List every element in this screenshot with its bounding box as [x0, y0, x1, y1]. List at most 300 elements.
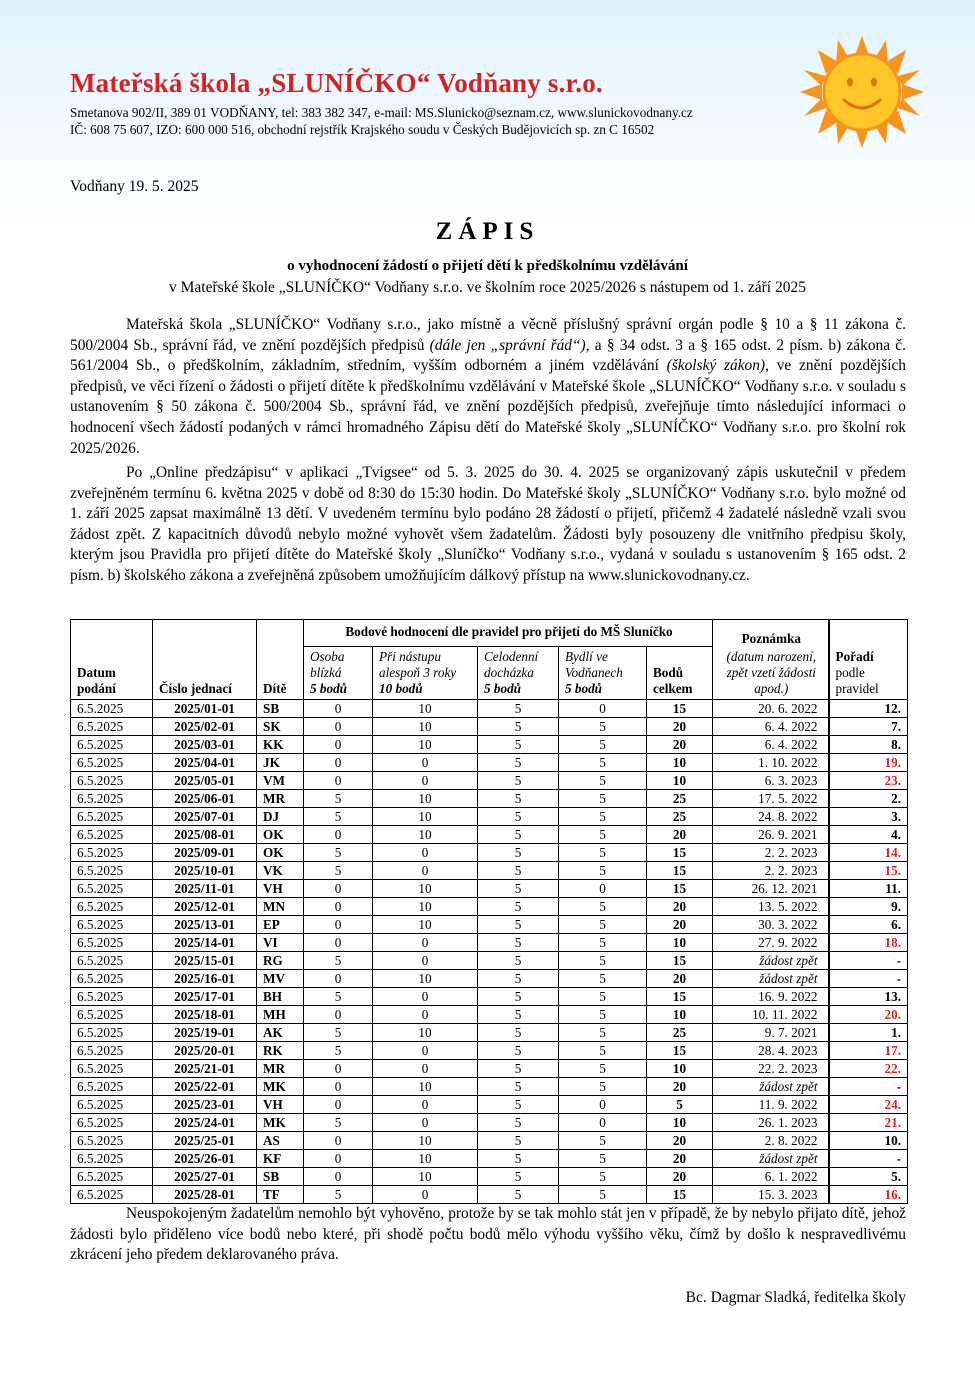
cell-age: 0 [373, 1060, 478, 1078]
cell-rank: - [829, 970, 908, 988]
cell-close-person: 0 [304, 898, 373, 916]
cell-number: 2025/20-01 [153, 1042, 257, 1060]
cell-date: 6.5.2025 [71, 952, 153, 970]
cell-close-person: 5 [304, 844, 373, 862]
table-row [71, 718, 908, 736]
cell-note: 2. 2. 2023 [713, 844, 829, 862]
cell-number: 2025/12-01 [153, 898, 257, 916]
cell-note: 24. 8. 2022 [713, 808, 829, 826]
col-header-number: Číslo jednací [153, 620, 257, 700]
cell-number: 2025/15-01 [153, 952, 257, 970]
cell-child: VH [257, 1096, 304, 1114]
table-row [71, 1114, 908, 1132]
cell-full-day: 5 [478, 844, 559, 862]
cell-note: 1. 10. 2022 [713, 754, 829, 772]
cell-full-day: 5 [478, 1150, 559, 1168]
cell-date: 6.5.2025 [71, 1006, 153, 1024]
cell-total: 20 [647, 1132, 713, 1150]
cell-age: 0 [373, 772, 478, 790]
table-row [71, 1024, 908, 1042]
cell-residence: 5 [559, 790, 647, 808]
cell-rank: 9. [829, 898, 908, 916]
cell-date: 6.5.2025 [71, 1114, 153, 1132]
col-header-points-group: Bodové hodnocení dle pravidel pro přijetí do MŠ Sluníčko [304, 620, 713, 647]
cell-full-day: 5 [478, 1060, 559, 1078]
cell-age: 10 [373, 718, 478, 736]
cell-note: 6. 3. 2023 [713, 772, 829, 790]
col-header-date: Datum podání [71, 620, 153, 700]
cell-close-person: 0 [304, 1132, 373, 1150]
cell-age: 10 [373, 916, 478, 934]
cell-child: OK [257, 844, 304, 862]
cell-date: 6.5.2025 [71, 1060, 153, 1078]
document-title: ZÁPIS [435, 218, 540, 245]
cell-residence: 5 [559, 988, 647, 1006]
cell-number: 2025/03-01 [153, 736, 257, 754]
cell-total: 25 [647, 808, 713, 826]
cell-number: 2025/16-01 [153, 970, 257, 988]
cell-total: 25 [647, 790, 713, 808]
cell-close-person: 0 [304, 1096, 373, 1114]
cell-residence: 5 [559, 718, 647, 736]
cell-rank: 5. [829, 1168, 908, 1186]
cell-close-person: 5 [304, 1186, 373, 1204]
process-paragraph: Po „Online předzápisu“ v aplikaci „Tvigsee“ od 5. 3. 2025 do 30. 4. 2025 se organizovaný zápis uskutečnil v předem zveřejněném termínu 6. května 2025 v době od 8:30 do 15:30 hodin. Do Mateřské školy „SLUNÍČKO“ Vodňany s.r.o. bylo možné od 1. září 2025 zapsat maximálně 13 dětí. V uvedeném termínu bylo podáno 28 žádostí o přijetí, přičemž 4 žadatelé následně vzali svou žádost zpět. Z kapacitních důvodů nebylo možné vyhovět všem žadatelům. Žádosti byly posouzeny dle vnitřního předpisu školy, kterým jsou Pravidla pro přijetí dítěte do Mateřské školy „Sluníčko“ Vodňany s.r.o., vydaná v souladu s ustanovením § 165 odst. 2 písm. b) školského zákona a zveřejněná způsobem umožňujícím dálkový přístup na www.slunickovodnany.cz. [70, 464, 906, 584]
cell-date: 6.5.2025 [71, 862, 153, 880]
cell-close-person: 5 [304, 862, 373, 880]
cell-close-person: 0 [304, 718, 373, 736]
cell-age: 0 [373, 754, 478, 772]
table-row [71, 1006, 908, 1024]
cell-child: MR [257, 1060, 304, 1078]
cell-age: 0 [373, 1096, 478, 1114]
cell-child: VH [257, 880, 304, 898]
cell-total: 5 [647, 1096, 713, 1114]
cell-rank: 12. [829, 700, 908, 718]
signature-line: Bc. Dagmar Sladká, ředitelka školy [685, 1289, 906, 1306]
cell-rank: 20. [829, 1006, 908, 1024]
cell-full-day: 5 [478, 1096, 559, 1114]
cell-residence: 5 [559, 1060, 647, 1078]
cell-total: 10 [647, 1114, 713, 1132]
cell-date: 6.5.2025 [71, 1096, 153, 1114]
cell-total: 20 [647, 718, 713, 736]
cell-note: 10. 11. 2022 [713, 1006, 829, 1024]
table-row [71, 1078, 908, 1096]
cell-note: 22. 2. 2023 [713, 1060, 829, 1078]
cell-number: 2025/22-01 [153, 1078, 257, 1096]
col-header-note: Poznámka (datum narození, zpět vzetí žádosti apod.) [713, 620, 829, 700]
cell-note: 2. 8. 2022 [713, 1132, 829, 1150]
cell-date: 6.5.2025 [71, 916, 153, 934]
cell-residence: 0 [559, 700, 647, 718]
col-header-child: Dítě [257, 620, 304, 700]
table-row [71, 880, 908, 898]
cell-note: 16. 9. 2022 [713, 988, 829, 1006]
cell-child: BH [257, 988, 304, 1006]
cell-close-person: 5 [304, 988, 373, 1006]
cell-close-person: 0 [304, 754, 373, 772]
cell-note: žádost zpět [713, 1078, 829, 1096]
cell-child: VK [257, 862, 304, 880]
cell-total: 10 [647, 1060, 713, 1078]
cell-rank: 15. [829, 862, 908, 880]
cell-total: 20 [647, 898, 713, 916]
cell-total: 10 [647, 772, 713, 790]
cell-child: SB [257, 700, 304, 718]
table-row [71, 844, 908, 862]
cell-residence: 5 [559, 826, 647, 844]
cell-number: 2025/24-01 [153, 1114, 257, 1132]
cell-child: MH [257, 1006, 304, 1024]
cell-note: 2. 2. 2023 [713, 862, 829, 880]
cell-number: 2025/21-01 [153, 1060, 257, 1078]
cell-child: MK [257, 1078, 304, 1096]
cell-number: 2025/25-01 [153, 1132, 257, 1150]
cell-date: 6.5.2025 [71, 1042, 153, 1060]
cell-age: 10 [373, 700, 478, 718]
cell-note: 26. 1. 2023 [713, 1114, 829, 1132]
cell-rank: 6. [829, 916, 908, 934]
table-row [71, 862, 908, 880]
cell-age: 10 [373, 736, 478, 754]
table-row [71, 1150, 908, 1168]
cell-close-person: 0 [304, 1060, 373, 1078]
table-row [71, 916, 908, 934]
school-registration: IČ: 608 75 607, IZO: 600 000 516, obchodní rejstřík Krajského soudu v Českých Budějovicích sp. zn C 16502 [70, 122, 655, 137]
cell-residence: 5 [559, 1078, 647, 1096]
table-row [71, 1186, 908, 1204]
cell-date: 6.5.2025 [71, 736, 153, 754]
cell-full-day: 5 [478, 1186, 559, 1204]
cell-close-person: 0 [304, 1168, 373, 1186]
cell-note: 17. 5. 2022 [713, 790, 829, 808]
table-row [71, 1168, 908, 1186]
cell-residence: 5 [559, 1024, 647, 1042]
cell-child: VM [257, 772, 304, 790]
cell-close-person: 5 [304, 952, 373, 970]
cell-date: 6.5.2025 [71, 1150, 153, 1168]
cell-residence: 5 [559, 808, 647, 826]
cell-rank: 4. [829, 826, 908, 844]
cell-close-person: 0 [304, 916, 373, 934]
cell-total: 15 [647, 1186, 713, 1204]
cell-residence: 5 [559, 1132, 647, 1150]
cell-age: 10 [373, 970, 478, 988]
table-row [71, 898, 908, 916]
cell-full-day: 5 [478, 862, 559, 880]
cell-child: AK [257, 1024, 304, 1042]
cell-age: 0 [373, 1042, 478, 1060]
col-header-close-person: Osoba blízká 5 bodů [304, 647, 373, 700]
table-row [71, 700, 908, 718]
cell-rank: 2. [829, 790, 908, 808]
cell-note: 20. 6. 2022 [713, 700, 829, 718]
cell-date: 6.5.2025 [71, 934, 153, 952]
cell-rank: 13. [829, 988, 908, 1006]
cell-rank: 11. [829, 880, 908, 898]
cell-date: 6.5.2025 [71, 808, 153, 826]
cell-total: 15 [647, 988, 713, 1006]
cell-full-day: 5 [478, 880, 559, 898]
cell-residence: 5 [559, 736, 647, 754]
cell-child: RK [257, 1042, 304, 1060]
cell-full-day: 5 [478, 1168, 559, 1186]
intro-paragraph: Mateřská škola „SLUNÍČKO“ Vodňany s.r.o., jako místně a věcně příslušný správní orgán podle § 10 a § 11 zákona č. 500/2004 Sb., správní řád, ve znění pozdějších předpisů (dále jen „správní řád“), a § 34 odst. 3 a § 165 odst. 2 písm. b) zákona č. 561/2004 Sb., o předškolním, základním, středním, vyšším odborném a jiném vzdělávání (školský zákon), ve znění pozdějších předpisů, ve věci řízení o žádosti o přijetí dítěte k předškolnímu vzdělávání v Mateřské škole „SLUNÍČKO“ Vodňany s.r.o. v souladu s ustanovením § 50 zákona č. 500/2004 Sb., správní řád, ve znění pozdějších předpisů, zveřejňuje tímto následující informaci o hodnocení všech žádostí podaných v rámci hromadného Zápisu dětí do Mateřské školy „SLUNÍČKO“ Vodňany s.r.o. pro školní rok 2025/2026. [70, 316, 906, 457]
cell-residence: 5 [559, 1186, 647, 1204]
cell-number: 2025/26-01 [153, 1150, 257, 1168]
cell-note: 28. 4. 2023 [713, 1042, 829, 1060]
table-row [71, 1060, 908, 1078]
cell-date: 6.5.2025 [71, 1168, 153, 1186]
cell-child: VI [257, 934, 304, 952]
cell-number: 2025/09-01 [153, 844, 257, 862]
cell-full-day: 5 [478, 898, 559, 916]
cell-note: žádost zpět [713, 952, 829, 970]
cell-rank: 18. [829, 934, 908, 952]
cell-total: 25 [647, 1024, 713, 1042]
cell-note: 6. 4. 2022 [713, 736, 829, 754]
cell-close-person: 0 [304, 1078, 373, 1096]
document-subtitle-bold: o vyhodnocení žádostí o přijetí dětí k předškolnímu vzdělávání [287, 258, 688, 274]
cell-rank: - [829, 1078, 908, 1096]
cell-note: 26. 9. 2021 [713, 826, 829, 844]
cell-date: 6.5.2025 [71, 718, 153, 736]
cell-note: 26. 12. 2021 [713, 880, 829, 898]
cell-number: 2025/28-01 [153, 1186, 257, 1204]
cell-note: 9. 7. 2021 [713, 1024, 829, 1042]
col-header-age: Při nástupu alespoň 3 roky 10 bodů [373, 647, 478, 700]
cell-date: 6.5.2025 [71, 1024, 153, 1042]
cell-full-day: 5 [478, 1078, 559, 1096]
cell-residence: 5 [559, 970, 647, 988]
results-table [70, 619, 908, 1204]
cell-full-day: 5 [478, 1024, 559, 1042]
cell-total: 20 [647, 736, 713, 754]
cell-full-day: 5 [478, 790, 559, 808]
table-row [71, 754, 908, 772]
cell-date: 6.5.2025 [71, 826, 153, 844]
cell-child: KF [257, 1150, 304, 1168]
cell-total: 20 [647, 1078, 713, 1096]
smiling-sun-icon [800, 36, 924, 148]
cell-total: 20 [647, 1168, 713, 1186]
cell-residence: 5 [559, 1150, 647, 1168]
col-header-residence: Bydlí ve Vodňanech 5 bodů [559, 647, 647, 700]
cell-number: 2025/08-01 [153, 826, 257, 844]
cell-full-day: 5 [478, 916, 559, 934]
cell-age: 0 [373, 862, 478, 880]
cell-residence: 5 [559, 1006, 647, 1024]
cell-residence: 5 [559, 1042, 647, 1060]
cell-note: 30. 3. 2022 [713, 916, 829, 934]
cell-total: 15 [647, 1042, 713, 1060]
cell-close-person: 0 [304, 1150, 373, 1168]
cell-number: 2025/14-01 [153, 934, 257, 952]
cell-age: 0 [373, 844, 478, 862]
letterhead [70, 68, 790, 138]
cell-close-person: 5 [304, 790, 373, 808]
cell-child: KK [257, 736, 304, 754]
cell-number: 2025/19-01 [153, 1024, 257, 1042]
cell-date: 6.5.2025 [71, 988, 153, 1006]
cell-child: JK [257, 754, 304, 772]
cell-close-person: 0 [304, 736, 373, 754]
cell-number: 2025/13-01 [153, 916, 257, 934]
cell-date: 6.5.2025 [71, 1186, 153, 1204]
col-header-total: Bodů celkem [647, 647, 713, 700]
cell-date: 6.5.2025 [71, 790, 153, 808]
cell-residence: 5 [559, 952, 647, 970]
cell-total: 15 [647, 844, 713, 862]
cell-close-person: 5 [304, 1114, 373, 1132]
cell-number: 2025/11-01 [153, 880, 257, 898]
table-row [71, 736, 908, 754]
cell-residence: 0 [559, 880, 647, 898]
table-row [71, 790, 908, 808]
cell-age: 0 [373, 1114, 478, 1132]
cell-close-person: 0 [304, 700, 373, 718]
cell-rank: 23. [829, 772, 908, 790]
cell-child: MR [257, 790, 304, 808]
table-row [71, 772, 908, 790]
cell-note: 11. 9. 2022 [713, 1096, 829, 1114]
cell-full-day: 5 [478, 700, 559, 718]
cell-close-person: 0 [304, 772, 373, 790]
cell-close-person: 0 [304, 826, 373, 844]
cell-number: 2025/06-01 [153, 790, 257, 808]
cell-close-person: 0 [304, 970, 373, 988]
cell-full-day: 5 [478, 1114, 559, 1132]
table-row [71, 1132, 908, 1150]
cell-child: SK [257, 718, 304, 736]
cell-child: DJ [257, 808, 304, 826]
cell-full-day: 5 [478, 1132, 559, 1150]
cell-rank: 3. [829, 808, 908, 826]
table-row [71, 1096, 908, 1114]
cell-close-person: 5 [304, 808, 373, 826]
cell-note: žádost zpět [713, 1150, 829, 1168]
cell-total: 20 [647, 826, 713, 844]
cell-age: 10 [373, 1078, 478, 1096]
cell-age: 10 [373, 1150, 478, 1168]
cell-date: 6.5.2025 [71, 898, 153, 916]
document-date: Vodňany 19. 5. 2025 [70, 178, 199, 195]
table-row [71, 1042, 908, 1060]
cell-child: RG [257, 952, 304, 970]
cell-residence: 5 [559, 772, 647, 790]
cell-rank: 1. [829, 1024, 908, 1042]
cell-total: 10 [647, 754, 713, 772]
cell-full-day: 5 [478, 988, 559, 1006]
cell-note: 27. 9. 2022 [713, 934, 829, 952]
cell-total: 20 [647, 916, 713, 934]
cell-rank: 24. [829, 1096, 908, 1114]
cell-number: 2025/17-01 [153, 988, 257, 1006]
cell-total: 15 [647, 700, 713, 718]
cell-number: 2025/10-01 [153, 862, 257, 880]
cell-age: 10 [373, 1168, 478, 1186]
cell-age: 0 [373, 988, 478, 1006]
cell-age: 10 [373, 808, 478, 826]
cell-rank: - [829, 1150, 908, 1168]
table-row [71, 970, 908, 988]
cell-rank: - [829, 952, 908, 970]
cell-rank: 19. [829, 754, 908, 772]
cell-residence: 0 [559, 1114, 647, 1132]
cell-full-day: 5 [478, 934, 559, 952]
cell-residence: 5 [559, 844, 647, 862]
table-row [71, 952, 908, 970]
table-row [71, 934, 908, 952]
cell-full-day: 5 [478, 970, 559, 988]
cell-date: 6.5.2025 [71, 1132, 153, 1150]
cell-rank: 7. [829, 718, 908, 736]
cell-date: 6.5.2025 [71, 880, 153, 898]
cell-date: 6.5.2025 [71, 1078, 153, 1096]
cell-age: 10 [373, 826, 478, 844]
cell-note: žádost zpět [713, 970, 829, 988]
cell-age: 10 [373, 1132, 478, 1150]
cell-child: MN [257, 898, 304, 916]
school-name: Mateřská škola „SLUNÍČKO“ Vodňany s.r.o. [70, 68, 603, 98]
cell-child: MK [257, 1114, 304, 1132]
cell-full-day: 5 [478, 826, 559, 844]
cell-number: 2025/27-01 [153, 1168, 257, 1186]
cell-full-day: 5 [478, 952, 559, 970]
cell-date: 6.5.2025 [71, 970, 153, 988]
cell-number: 2025/04-01 [153, 754, 257, 772]
cell-age: 0 [373, 1006, 478, 1024]
cell-close-person: 0 [304, 1006, 373, 1024]
cell-age: 0 [373, 1186, 478, 1204]
cell-child: OK [257, 826, 304, 844]
cell-child: EP [257, 916, 304, 934]
cell-rank: 8. [829, 736, 908, 754]
cell-child: MV [257, 970, 304, 988]
cell-number: 2025/23-01 [153, 1096, 257, 1114]
cell-residence: 5 [559, 1168, 647, 1186]
cell-number: 2025/05-01 [153, 772, 257, 790]
cell-rank: 14. [829, 844, 908, 862]
cell-total: 20 [647, 1150, 713, 1168]
cell-residence: 5 [559, 754, 647, 772]
cell-total: 10 [647, 1006, 713, 1024]
table-row [71, 988, 908, 1006]
cell-age: 0 [373, 934, 478, 952]
cell-residence: 5 [559, 862, 647, 880]
cell-number: 2025/02-01 [153, 718, 257, 736]
cell-close-person: 5 [304, 1024, 373, 1042]
cell-residence: 5 [559, 898, 647, 916]
cell-age: 0 [373, 952, 478, 970]
cell-note: 15. 3. 2023 [713, 1186, 829, 1204]
cell-age: 10 [373, 1024, 478, 1042]
cell-number: 2025/18-01 [153, 1006, 257, 1024]
cell-total: 15 [647, 880, 713, 898]
cell-age: 10 [373, 898, 478, 916]
document-subtitle: v Mateřské škole „SLUNÍČKO“ Vodňany s.r.o. ve školním roce 2025/2026 s nástupem od 1. září 2025 [169, 279, 806, 296]
table-row [71, 826, 908, 844]
cell-rank: 22. [829, 1060, 908, 1078]
cell-full-day: 5 [478, 718, 559, 736]
cell-rank: 16. [829, 1186, 908, 1204]
cell-age: 10 [373, 790, 478, 808]
col-header-full-day: Celodenní docházka 5 bodů [478, 647, 559, 700]
cell-close-person: 5 [304, 1042, 373, 1060]
cell-date: 6.5.2025 [71, 754, 153, 772]
cell-residence: 0 [559, 1096, 647, 1114]
